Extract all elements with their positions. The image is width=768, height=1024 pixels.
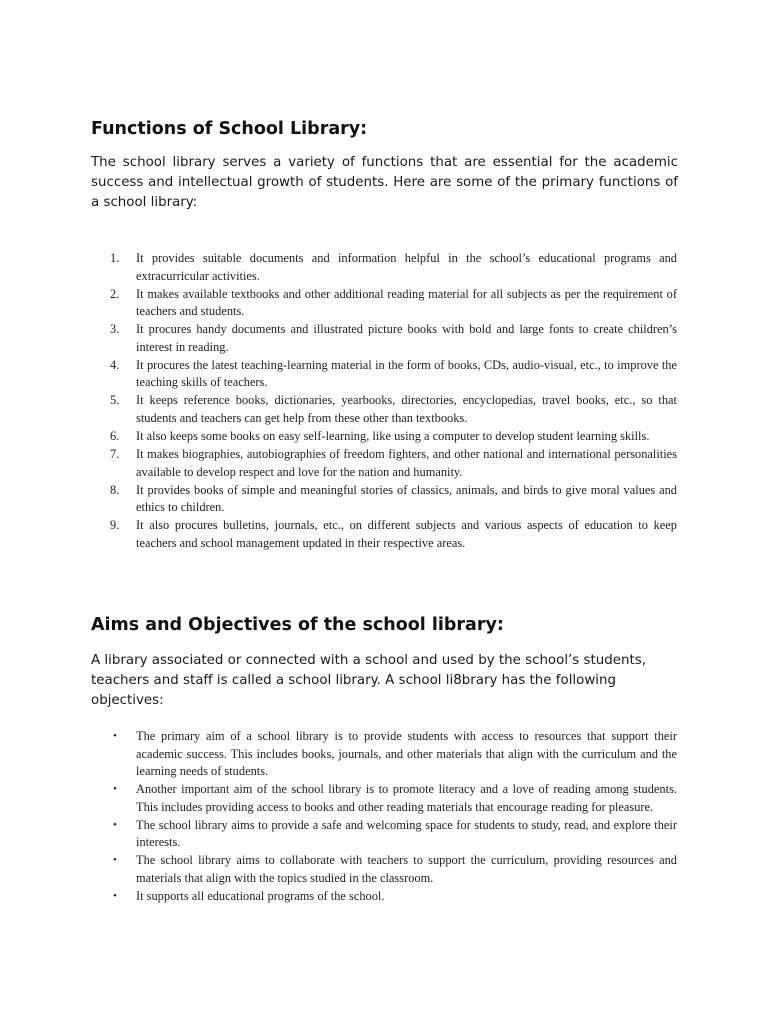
list-item-text: The school library aims to provide a safe and welcoming space for students to study, read, and explore their interests. xyxy=(136,817,677,850)
bullet-icon: • xyxy=(113,818,117,831)
list-number: 3. xyxy=(110,322,120,337)
list-item-text: It procures the latest teaching-learning material in the form of books, CDs, audio-visual, etc., to improve the teaching skills of teachers. xyxy=(136,357,677,390)
list-number: 4. xyxy=(110,357,120,372)
list-item-text: It also keeps some books on easy self-learning, like using a computer to develop student learning skills. xyxy=(136,428,650,443)
list-item-text: Another important aim of the school library is to promote literacy and a love of reading among students. This includes providing access to books and other reading materials that encourage reading for pleasure. xyxy=(136,782,677,814)
section-intro-functions: The school library serves a variety of functions that are essential for the academic success and intellectual growth of students. Here are some of the primary functions of a school library: xyxy=(91,155,678,210)
list-item-text: It also procures bulletins, journals, etc., on different subjects and various aspects of education to keep teachers and school management updated in their respective areas. xyxy=(136,518,677,550)
bullet-icon: • xyxy=(113,854,117,867)
list-item xyxy=(113,817,677,852)
list-number: 2. xyxy=(110,286,120,301)
list-item xyxy=(110,517,677,552)
list-number: 8. xyxy=(110,482,120,497)
list-item xyxy=(110,250,677,285)
bullet-icon: • xyxy=(113,889,117,902)
list-item-text: It keeps reference books, dictionaries, yearbooks, directories, encyclopedias, travel books, etc., so that students and teachers can get help from these other than textbooks. xyxy=(136,393,677,425)
list-number: 5. xyxy=(110,393,120,408)
list-item xyxy=(113,852,677,887)
list-item-text: It makes available textbooks and other additional reading material for all subjects as per the requirement of teachers and students. xyxy=(136,286,677,319)
list-item-text: It procures handy documents and illustrated picture books with bold and large fonts to create children’s interest in reading. xyxy=(136,322,677,354)
list-item-text: It provides books of simple and meaningful stories of classics, animals, and birds to give moral values and ethics to children. xyxy=(136,482,677,515)
list-number: 9. xyxy=(110,518,120,533)
section-heading-aims: Aims and Objectives of the school library: xyxy=(91,615,504,635)
bullet-icon: • xyxy=(113,730,117,742)
list-item xyxy=(113,888,677,906)
list-item xyxy=(110,357,677,392)
list-item-text: The primary aim of a school library is to provide students with access to resources that support their academic success. This includes books, journals, and other materials that align with the curriculum and the learning needs of students. xyxy=(136,729,677,778)
list-item-text: It provides suitable documents and information helpful in the school’s educational programs and extracurricular activities. xyxy=(136,251,677,283)
list-item-text: The school library aims to collaborate with teachers to support the curriculum, providing resources and materials that align with the topics studied in the classroom. xyxy=(136,853,677,885)
list-item-text: It makes biographies, autobiographies of freedom fighters, and other national and international personalities available to develop respect and love for the nation and humanity. xyxy=(136,447,677,479)
functions-list xyxy=(110,250,677,553)
list-number: 6. xyxy=(110,428,120,443)
list-item-text: It supports all educational programs of the school. xyxy=(136,888,385,903)
list-item xyxy=(110,392,677,427)
list-number: 1. xyxy=(110,251,120,265)
aims-list xyxy=(113,728,677,906)
bullet-icon: • xyxy=(113,783,117,796)
section-heading-functions: Functions of School Library: xyxy=(91,119,368,139)
section-intro-aims: A library associated or connected with a school and used by the school’s students, teachers and staff is called a school library. A school li8brary has the following objectives: xyxy=(91,653,646,708)
list-item xyxy=(113,781,677,816)
list-item xyxy=(110,446,677,481)
list-item xyxy=(110,286,677,321)
list-item xyxy=(110,482,677,517)
list-item xyxy=(110,321,677,356)
list-item xyxy=(110,428,677,446)
list-item xyxy=(113,728,677,781)
list-number: 7. xyxy=(110,447,120,462)
